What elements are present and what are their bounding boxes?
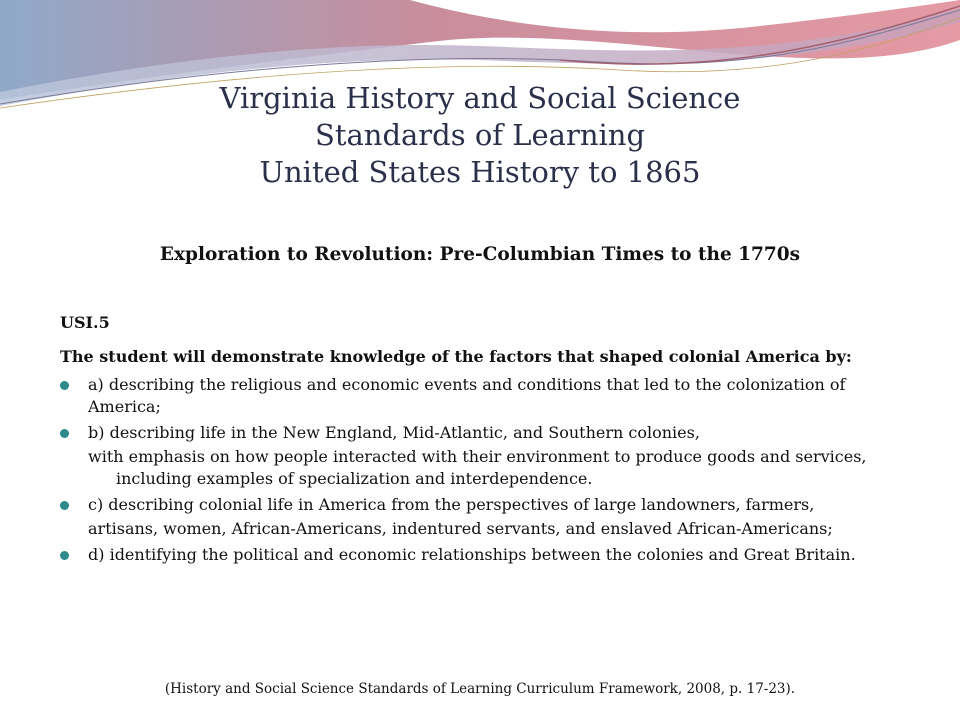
- bullet-icon: [60, 501, 69, 510]
- standard-intro: The student will demonstrate knowledge of the factors that shaped colonial America by:: [60, 347, 852, 366]
- list-item-text: a) describing the religious and economic events and conditions that led to the colonization of America;: [88, 375, 846, 416]
- standard-code: USI.5: [60, 313, 110, 332]
- list-item-b-continuation: with emphasis on how people interacted with their environment to produce goods and services, including examples of specialization and interdependence.: [88, 447, 867, 488]
- title-line-3: United States History to 1865: [259, 155, 701, 189]
- title-line-2: Standards of Learning: [314, 118, 646, 152]
- bullet-icon: [60, 381, 69, 390]
- list-item-text: c) describing colonial life in America from the perspectives of large landowners, farmers,: [88, 495, 815, 514]
- list-item-a: [60, 374, 920, 418]
- title-line-1: Virginia History and Social Science: [219, 81, 741, 115]
- section-heading: Exploration to Revolution: Pre-Columbian Times to the 1770s: [159, 244, 801, 265]
- list-item-d: [60, 544, 920, 566]
- standard-content: [60, 312, 920, 570]
- citation: (History and Social Science Standards of Learning Curriculum Framework, 2008, p. 17-23).: [164, 681, 796, 697]
- list-item-c-continuation: artisans, women, African-Americans, indentured servants, and enslaved African-Americans;: [88, 519, 833, 538]
- list-item-text: b) describing life in the New England, Mid-Atlantic, and Southern colonies,: [88, 423, 700, 442]
- list-item-b: [60, 422, 920, 444]
- slide-title: [0, 80, 960, 191]
- list-item-c: [60, 494, 920, 516]
- bullet-icon: [60, 551, 69, 560]
- bullet-icon: [60, 429, 69, 438]
- list-item-text: d) identifying the political and economic relationships between the colonies and Great Britain.: [88, 545, 856, 564]
